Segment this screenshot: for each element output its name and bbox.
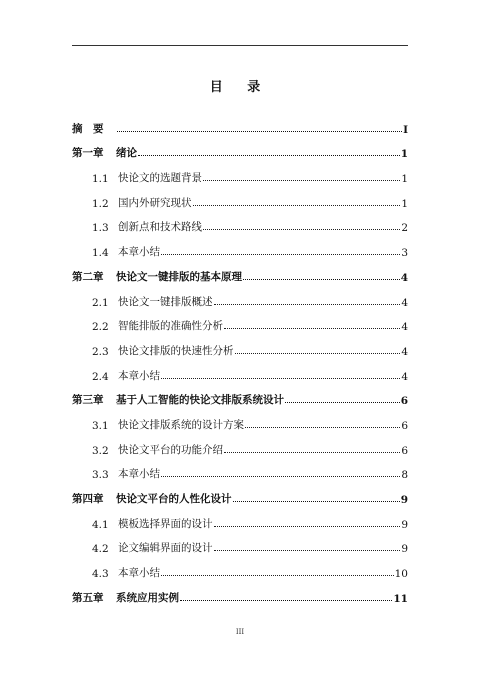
toc-dot-leader: [203, 229, 400, 230]
toc-page-number: 4: [401, 370, 408, 383]
toc-entry-title: 本章小结: [118, 468, 160, 481]
toc-section-entry[interactable]: [72, 531, 408, 556]
toc-entry-number: 第二章: [72, 270, 104, 283]
toc-entry-number: 1.4: [92, 247, 109, 260]
toc-page-number: 3: [401, 247, 408, 260]
toc-page-number: 1: [400, 148, 408, 161]
toc-entry-title: 本章小结: [118, 567, 160, 580]
toc-dot-leader: [235, 353, 401, 354]
toc-entry-title: 快论文的选题背景: [118, 172, 202, 185]
toc-page-number: 10: [394, 568, 408, 581]
toc-dot-leader: [203, 180, 400, 181]
toc-entry-number: 3.1: [92, 419, 109, 432]
table-of-contents: [72, 111, 408, 605]
toc-page-number: 4: [401, 296, 408, 309]
toc-entry-title: 快论文一键排版的基本原理: [116, 270, 242, 283]
toc-entry-number: 2.2: [92, 321, 109, 334]
toc-entry-number: 1.1: [92, 173, 109, 186]
toc-page-number: 8: [401, 469, 408, 482]
toc-dot-leader: [243, 279, 400, 280]
toc-page-number: 9: [401, 543, 408, 556]
toc-entry-title: 快论文平台的人性化设计: [116, 493, 232, 505]
toc-dot-leader: [161, 378, 400, 379]
toc-entry-number: 3.2: [92, 444, 109, 457]
toc-page-number: 11: [393, 592, 408, 605]
page-title: 目 录: [209, 80, 271, 95]
toc-page-number: 6: [401, 444, 408, 457]
toc-section-entry[interactable]: [72, 333, 408, 358]
toc-page-number: 9: [401, 518, 408, 531]
toc-entry-number: 2.1: [92, 296, 109, 309]
toc-page-number: 4: [400, 271, 408, 284]
toc-page-number: 6: [400, 395, 408, 408]
toc-dot-leader: [193, 205, 401, 206]
toc-dot-leader: [214, 526, 401, 527]
toc-entry-number: 4.1: [92, 518, 109, 531]
toc-entry-number: 4.3: [92, 568, 109, 581]
toc-section-entry[interactable]: [72, 555, 408, 580]
toc-dot-leader: [161, 476, 400, 477]
toc-dot-leader: [285, 402, 400, 403]
toc-section-entry[interactable]: [72, 234, 408, 259]
toc-entry-number: 2.4: [92, 370, 109, 383]
toc-dot-leader: [138, 155, 400, 156]
toc-entry-title: 绪论: [116, 147, 137, 160]
toc-page-number: 1: [401, 173, 408, 186]
header-rule: [72, 45, 408, 46]
toc-entry-title: 系统应用实例: [116, 591, 179, 604]
toc-dot-leader: [233, 501, 400, 502]
toc-entry-title: 论文编辑界面的设计: [118, 542, 213, 555]
toc-entry-title: 基于人工智能的快论文排版系统设计: [116, 394, 284, 407]
toc-entry-title: 国内外研究现状: [118, 196, 192, 209]
toc-dot-leader: [214, 304, 401, 305]
toc-entry-title: 智能排版的准确性分析: [118, 320, 223, 333]
toc-chapter-entry[interactable]: [72, 481, 408, 506]
toc-entry-title: 快论文排版系统的设计方案: [118, 418, 244, 431]
toc-entry-title: 快论文一键排版概述: [118, 295, 213, 308]
toc-chapter-entry[interactable]: [72, 383, 408, 408]
toc-section-entry[interactable]: [72, 358, 408, 383]
toc-entry-number: 第一章: [72, 147, 104, 160]
toc-dot-leader: [180, 600, 392, 601]
toc-chapter-entry[interactable]: [72, 111, 408, 136]
toc-section-entry[interactable]: [72, 407, 408, 432]
toc-section-entry[interactable]: [72, 309, 408, 334]
toc-page-number: 2: [401, 222, 408, 235]
toc-page-number: 4: [401, 345, 408, 358]
toc-entry-number: 1.3: [92, 222, 109, 235]
toc-section-entry[interactable]: [72, 210, 408, 235]
toc-chapter-entry[interactable]: [72, 259, 408, 284]
toc-entry-title: 快论文平台的功能介绍: [118, 443, 223, 456]
toc-dot-leader: [117, 131, 402, 132]
toc-section-entry[interactable]: [72, 284, 408, 309]
toc-entry-title: 模板选择界面的设计: [118, 517, 213, 530]
toc-entry-title: 本章小结: [118, 369, 160, 382]
toc-section-entry[interactable]: [72, 160, 408, 185]
toc-entry-number: 第四章: [72, 493, 104, 505]
toc-entry-number: 2.3: [92, 345, 109, 358]
toc-page-number: I: [403, 123, 408, 136]
toc-dot-leader: [214, 550, 401, 551]
toc-entry-number: 1.2: [92, 197, 109, 210]
toc-chapter-entry[interactable]: [72, 580, 408, 605]
toc-page-number: 4: [401, 321, 408, 334]
toc-section-entry[interactable]: [72, 506, 408, 531]
toc-dot-leader: [224, 452, 400, 453]
toc-page-number: 6: [401, 419, 408, 432]
toc-entry-number: 摘 要: [72, 122, 104, 135]
toc-dot-leader: [245, 427, 400, 428]
toc-entry-number: 3.3: [92, 469, 109, 482]
toc-page-number: 9: [400, 494, 408, 506]
toc-section-entry[interactable]: [72, 185, 408, 210]
toc-dot-leader: [161, 254, 400, 255]
toc-entry-title: 快论文排版的快速性分析: [118, 344, 234, 357]
toc-entry-number: 4.2: [92, 543, 109, 556]
toc-section-entry[interactable]: [72, 432, 408, 457]
toc-entry-number: 第五章: [72, 591, 104, 604]
toc-dot-leader: [224, 328, 400, 329]
toc-section-entry[interactable]: [72, 457, 408, 482]
toc-entry-title: 创新点和技术路线: [118, 221, 202, 234]
toc-dot-leader: [161, 575, 394, 576]
toc-chapter-entry[interactable]: [72, 136, 408, 161]
toc-entry-title: 本章小结: [118, 246, 160, 259]
toc-page-number: 1: [401, 197, 408, 210]
page-number: III: [235, 628, 245, 636]
toc-entry-number: 第三章: [72, 394, 104, 407]
